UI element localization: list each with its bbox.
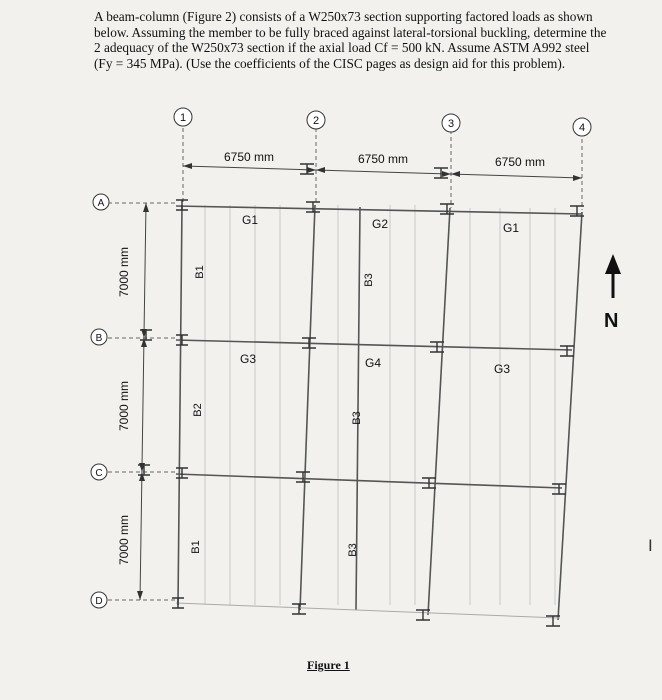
beam-label-b3-mid: B3 <box>351 411 363 425</box>
girder-label-g3-left: G3 <box>239 352 257 366</box>
column-label-3: 3 <box>447 118 455 130</box>
span-y-1: 7000 mm <box>117 246 131 298</box>
girder-label-g1-left: G1 <box>241 213 259 227</box>
text-cursor-icon: I <box>648 536 653 555</box>
problem-line-1: A beam-column (Figure 2) consists of a W250x73 section supporting factored loads as shown <box>94 9 593 24</box>
span-x-3: 6750 mm <box>494 155 546 169</box>
beam-label-b1-top: B1 <box>194 265 206 279</box>
beam-label-b2: B2 <box>192 403 204 417</box>
problem-line-2: below. Assuming the member to be fully braced against lateral-torsional buckling, determine the <box>94 24 607 40</box>
column-label-1: 1 <box>179 112 187 124</box>
girder-label-g4: G4 <box>364 356 382 370</box>
figure-caption: Figure 1 <box>307 658 350 672</box>
span-y-2: 7000 mm <box>117 380 131 432</box>
problem-line-3: 2 adequacy of the W250x73 section if the axial load Cf = 500 kN. Assume ASTM A992 steel <box>94 40 590 55</box>
girder-label-g1-right: G1 <box>502 221 520 235</box>
row-bubble-c <box>91 464 107 480</box>
span-x-1: 6750 mm <box>223 150 275 164</box>
north-arrow-icon <box>605 254 621 298</box>
column-label-4: 4 <box>578 122 586 134</box>
column-bubble-1 <box>174 108 192 126</box>
column-label-2: 2 <box>312 115 320 127</box>
span-y-3: 7000 mm <box>117 514 131 566</box>
girder-label-g3-right: G3 <box>493 362 511 376</box>
column-bubble-4 <box>573 118 591 136</box>
beam-label-b3-top: B3 <box>363 273 375 287</box>
row-bubble-b <box>91 329 107 345</box>
problem-line-4: (Fy = 345 MPa). (Use the coefficients of the CISC pages as design aid for this problem). <box>94 55 566 71</box>
row-label-c: C <box>95 468 103 479</box>
girder-label-g2: G2 <box>371 217 389 231</box>
row-label-a: A <box>97 198 105 209</box>
column-bubble-3 <box>442 114 460 132</box>
beam-label-b3-bottom: B3 <box>347 543 359 557</box>
north-label: N <box>604 310 619 332</box>
beam-label-b1-bottom: B1 <box>190 540 202 554</box>
row-label-b: B <box>95 333 103 344</box>
row-label-d: D <box>95 596 103 607</box>
row-bubble-a <box>93 194 109 210</box>
column-bubble-2 <box>307 111 325 129</box>
row-bubble-d <box>91 592 107 608</box>
span-x-2: 6750 mm <box>357 152 409 166</box>
